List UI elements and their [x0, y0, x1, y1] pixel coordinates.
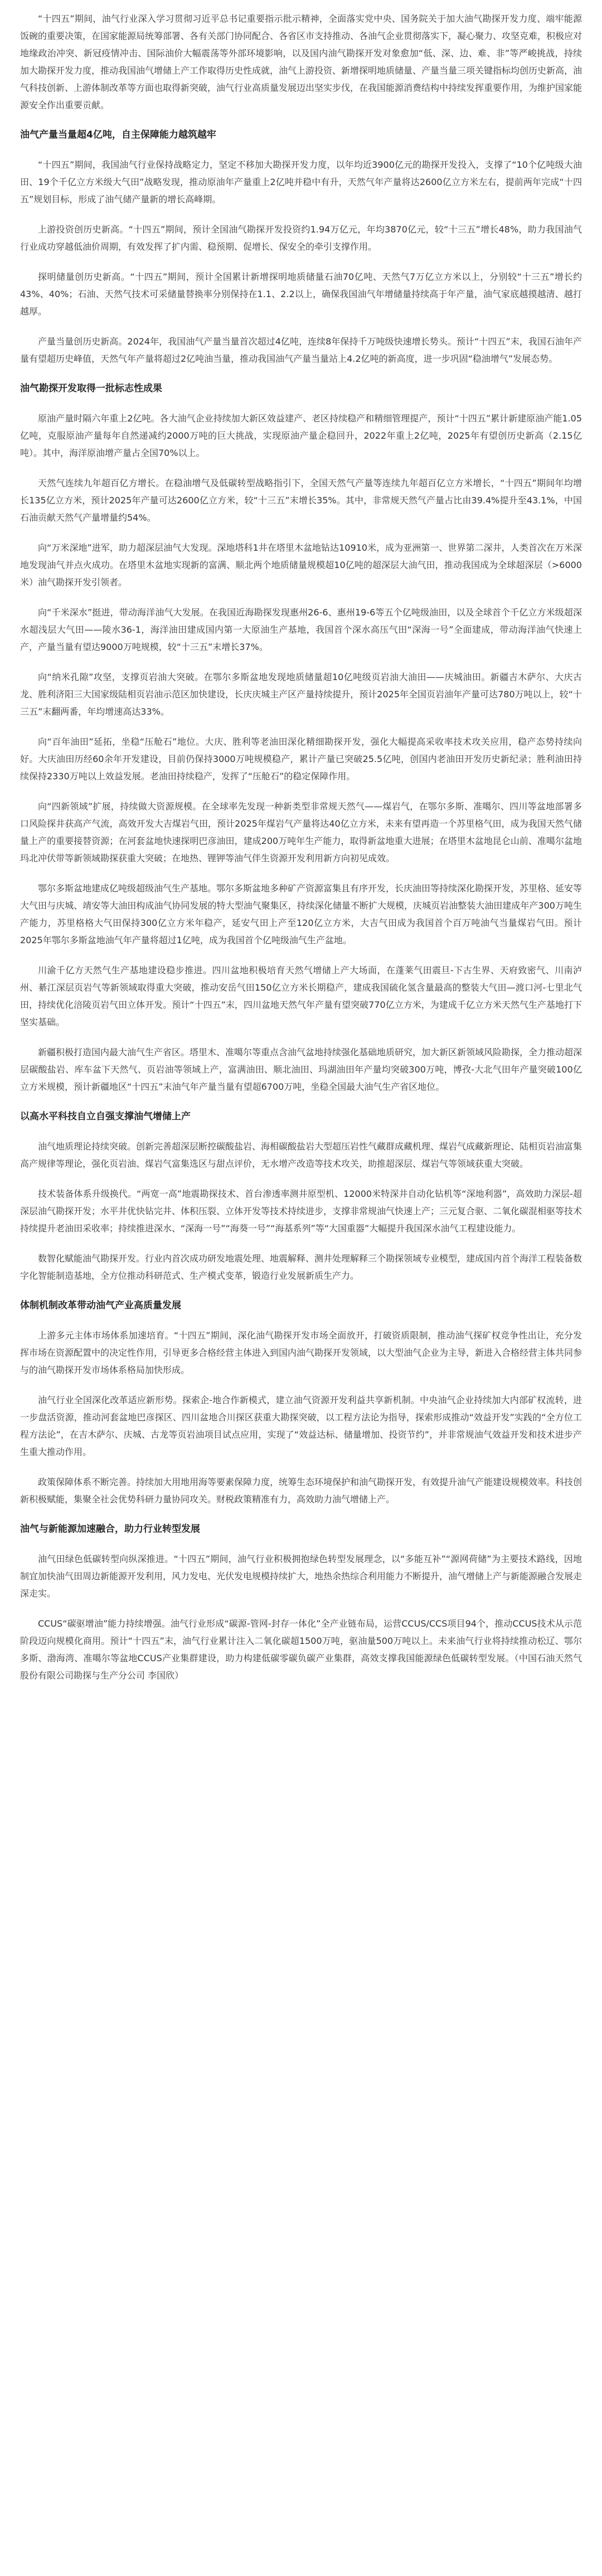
production-paragraph-3: 探明储量创历史新高。“十四五”期间，预计全国累计新增探明地质储量石油70亿吨、天然气7万亿立方米以上，分别较“十三五”增长约43%、40%；石油、天然气技术可采储量替换率分别保持在1.1、2.2以上，确保我国油气年增储量持续高于年产量，油气家底越摸越清、越打越厚。 — [20, 271, 582, 317]
achievements-paragraph-7: 向“四新领域”扩展，持续做大资源规模。在全球率先发现一种新类型非常规天然气——煤岩气，在鄂尔多斯、准噶尔、四川等盆地部署多口风险探井获高产气流，高效开发大吉煤岩气田，预计2025年煤岩气产量将达40亿立方米，未来有望再造一个苏里格气田，成为我国天然气储量上产的重要接替资源；在河套盆地快速探明巴彦油田，建成200万吨年生产能力，取得新盆地重大进展；在塔里木盆地昆仑山前、准噶尔盆地玛北冲伏带等新领域勘探获重大突破；在地热、锂钾等油气伴生资源开发利用新方向初见成效。 — [20, 801, 582, 863]
reform-paragraph-2: 油气行业全国深化改革适应新形势。探索企-地合作新模式，建立油气资源开发利益共享新机制。中央油气企业持续加大内部矿权流转，进一步盘活资源，推动河套盆地巴彦探区、四川盆地合川探区获重大勘探突破，以工程方法论为指导，探索形成推动“效益开发”实践的“全方位工程方法论”，在吉木萨尔、庆城、古龙等页岩油项目试点应用，实现了“效益达标、储量增加、投资节约”，并非常规油气效益开发和技术进步产生重大推动作用。 — [20, 1395, 582, 1457]
achievements-paragraph-4: 向“千米深水”挺进，带动海洋油气大发展。在我国近海勘探发现惠州26-6、惠州19-6等五个亿吨级油田，以及全球首个千亿立方米级超深水超浅层大气田——陵水36-1，海洋油田建成国内第一大原油生产基地，我国首个深水高压气田“深海一号”全面建成，带动海洋油气快速上产，产量当量有望达9000万吨规模，较“十三五”末增长37%。 — [20, 607, 582, 652]
production-paragraph-4: 产量当量创历史新高。2024年，我国油气产量当量首次超过4亿吨，连续8年保持千万吨级快速增长势头。预计“十四五”末，我国石油年产量有望超历史峰值，天然气年产量将超过2亿吨油当量，推动我国油气产量当量站上4.2亿吨的新高度，进一步巩固“稳油增气”发展态势。 — [20, 336, 582, 364]
achievements-paragraph-10: 新疆积极打造国内最大油气生产省区。塔里木、准噶尔等重点含油气盆地持续强化基础地质研究，加大新区新领域风险勘探，全力推动超深层碳酸盐岩、库车盆下天然气、页岩油等领域上产，富满油田、顺北油田、玛湖油田年产量均突破300万吨，博孜-大北气田年产量突破100亿立方米规模，预计新疆地区“十四五”末油气年产量当量有望超6700万吨，坐稳全国最大油气生产省区地位。 — [20, 1047, 582, 1092]
section-heading-production: 油气产量当量超4亿吨，自主保障能力越筑越牢 — [20, 129, 216, 140]
achievements-paragraph-5: 向“纳米孔隙”攻坚，支撑页岩油大突破。在鄂尔多斯盆地发现地质储量超10亿吨级页岩油大油田——庆城油田。新疆吉木萨尔、大庆古龙、胜利济阳三大国家级陆相页岩油示范区加快建设，长庆庆城主产区产量持续提升，预计2025年全国页岩油年产量可达780万吨以上，较“十三五”末翻两番，年均增速高达33%。 — [20, 672, 582, 717]
section-heading-reform: 体制机制改革带动油气产业高质量发展 — [20, 1300, 181, 1311]
section-heading-technology: 以高水平科技自立自强支撑油气增储上产 — [20, 1111, 191, 1122]
achievements-paragraph-6: 向“百年油田”延拓，坐稳“压舱石”地位。大庆、胜利等老油田深化精细勘探开发，强化大幅提高采收率技术攻关应用，稳产态势持续向好。大庆油田历经60余年开发建设，目前仍保持3000万吨规模稳产，累计产量已突破25.5亿吨，创国内老油田开发历史新纪录；胜利油田持续保持2330万吨以上效益发展。老油田持续稳产，发挥了“压舱石”的稳定保障作用。 — [20, 736, 582, 782]
reform-paragraph-3: 政策保障体系不断完善。持续加大用地用海等要素保障力度，统筹生态环境保护和油气勘探开发，有效提升油气产能建设规模效率。科技创新积极赋能，集聚全社会优势科研力量协同攻关。财税政策精准有力，高效助力油气增储上产。 — [20, 1477, 582, 1505]
technology-paragraph-1: 油气地质理论持续突破。创新完善超深层断控碳酸盐岩、海相碳酸盐岩大型超压岩性气藏群成藏机理、煤岩气成藏新理论、陆相页岩油富集高产规律等理论，强化页岩油、煤岩气富集选区与甜点评价，无水增产改造等技术攻关，助推超深层、煤岩气等领域获重大突破。 — [20, 1141, 582, 1169]
achievements-paragraph-3: 向“万米深地”进军，助力超深层油气大发现。深地塔科1井在塔里木盆地钻达10910米，成为亚洲第一、世界第二深井，人类首次在万米深地发现油气并点火成功。在塔里木盆地实现新的富满、顺北两个地质储量规模超10亿吨的超深层大油气田，推动我国成为全球超深层（>6000米）油气勘探开发引领者。 — [20, 542, 582, 588]
technology-paragraph-3: 数智化赋能油气勘探开发。行业内首次成功研发地震处理、地震解释、测井处理解释三个勘探领域专业模型，建成国内首个海洋工程装备数字化智能制造基地，全方位推动科研范式、生产模式变革，锻造行业发展新质生产力。 — [20, 1253, 582, 1281]
achievements-paragraph-8: 鄂尔多斯盆地建成亿吨级超级油气生产基地。鄂尔多斯盆地多种矿产资源富集且有序开发，长庆油田等持续深化勘探开发，苏里格、延安等大气田与庆城、靖安等大油田构成油气协同发展的特大型油气聚集区，持续深化储量不断扩大规模，庆城页岩油整装大油田建成年产300万吨生产能力，苏里格格大气田保持300亿立方米年稳产，延安气田上产至120亿立方米，大吉气田成为我国首个百万吨油气当量煤岩气田。预计2025年鄂尔多斯盆地油气年产量将超过1亿吨，成为我国首个亿吨级油气生产盆地。 — [20, 883, 582, 945]
production-paragraph-2: 上游投资创历史新高。“十四五”期间，预计全国油气勘探开发投资约1.94万亿元，年均3870亿元，较“十三五”增长48%，助力我国油气行业成功穿越低油价周期，有效发挥了扩内需、稳预期、促增长、保安全的牵引支撑作用。 — [20, 224, 582, 252]
transition-paragraph-1: 油气田绿色低碳转型向纵深推进。“十四五”期间，油气行业积极拥抱绿色转型发展理念，以“多能互补”“源网荷储”为主要技术路线，因地制宜加快油气田周边新能源开发利用，风力发电、光伏发电规模持续扩大，地热余热综合利用能力不断提升，油气增储上产与新能源融合发展走深走实。 — [20, 1554, 582, 1599]
technology-paragraph-2: 技术装备体系升级换代。“两宽一高”地震勘探技术、首台渗透率测井原型机、12000米特深井自动化钻机等“深地利器”，高效助力深层-超深层油气勘探开发；水平井优快钻完井、体积压裂、立体开发等技术持续进步，支撑非常规油气快速上产；三元复合驱、二氧化碳混相驱等技术持续提升老油田采收率；持续推进深水、“深海一号”“海葵一号”“海基系列”等“大国重器”大幅提升我国深水油气工程建设能力。 — [20, 1188, 582, 1234]
intro-paragraph: “十四五”期间，油气行业深入学习贯彻习近平总书记重要指示批示精神，全面落实党中央、国务院关于加大油气勘探开发力度、端牢能源饭碗的重要决策，在国家能源局统筹部署、各有关部门协同配合、各省区市支持推动、各油气企业贯彻落实下，凝心聚力、攻坚克难，积极应对地缘政治冲突、新冠疫情冲击、国际油价大幅震荡等外部环境影响，以及国内油气勘探开发对象愈加“低、深、边、难、非”等严峻挑战，持续加大勘探开发力度，推动我国油气增储上产工作取得历史性成就，油气上游投资、新增探明地质储量、产量当量三项关键指标均创历史新高，油气科技创新、上游体制改革等方面也取得新突破，油气行业高质量发展迈出坚实步伐，在我国能源消费结构中持续发挥重要作用，为维护国家能源安全作出重要贡献。 — [20, 13, 582, 110]
reform-paragraph-1: 上游多元主体市场体系加速培育。“十四五”期间，深化油气勘探开发市场全面放开，打破资质限制，推动油气探矿权竞争性出让，充分发挥市场在资源配置中的决定性作用，引导更多合格经营主体进入到国内油气勘探开发领域，以大型油气企业为主导，新进入合格经营主体共同参与的油气勘探开发市场体系格局加快形成。 — [20, 1330, 582, 1375]
achievements-paragraph-9: 川渝千亿方天然气生产基地建设稳步推进。四川盆地积极培育天然气增储上产大场面，在蓬莱气田震旦-下古生界、天府致密气、川南泸州、綦江深层页岩气等新领域取得重大突破，推动安岳气田150亿立方米长期稳产，建成我国硫化氢含量最高的整装大气田—渡口河-七里北气田，持续优化涪陵页岩气田立体开发。预计“十四五”末，四川盆地天然气年产量有望突破770亿立方米，为建成千亿立方米天然气生产基地打下坚实基础。 — [20, 965, 582, 1027]
achievements-paragraph-2: 天然气连续九年超百亿方增长。在稳油增气及低碳转型战略指引下，全国天然气产量等连续九年超百亿立方米增长，“十四五”期间年均增长135亿立方米，预计2025年产量可达2600亿立方米，较“十三五”末增长35%。其中，非常规天然气产量占比由39.4%提升至43.1%，中国石油贡献天然气产量增量约54%。 — [20, 478, 582, 523]
section-heading-transition: 油气与新能源加速融合，助力行业转型发展 — [20, 1524, 200, 1535]
production-paragraph-1: “十四五”期间，我国油气行业保持战略定力，坚定不移加大勘探开发力度，以年均近3900亿元的勘探开发投入，支撑了“10个亿吨级大油田、19个千亿立方米级大气田”战略发现，推动原油年产量重上2亿吨并稳中有升，天然气年产量将达2600亿立方米左右，提前两年完成“十四五”规划目标，形成了油气储产量新的增长高峰期。 — [20, 159, 582, 205]
achievements-paragraph-1: 原油产量时隔六年重上2亿吨。各大油气企业持续加大新区效益建产、老区持续稳产和精细管理提产，预计“十四五”累计新建原油产能1.05亿吨，克服原油产量每年自然递减约2000万吨的巨大挑战，实现原油产量企稳回升，2022年重上2亿吨，2025年有望创历史新高（2.15亿吨）。其中，海洋原油增产量占全国70%以上。 — [20, 413, 582, 458]
section-heading-achievements: 油气勘探开发取得一批标志性成果 — [20, 383, 162, 394]
news-article — [20, 10, 582, 1697]
transition-paragraph-2: CCUS“碳驱增油”能力持续增强。油气行业形成“碳源-管网-封存一体化”全产业链布局，运营CCUS/CCS项目94个，推动CCUS技术从示范阶段迈向规模化商用。预计“十四五”末，油气行业累计注入二氧化碳超1500万吨，驱油量500万吨以上。未来油气行业将持续推动松辽、鄂尔多斯、渤海湾、准噶尔等盆地CCUS产业集群建设，助力构建低碳零碳负碳产业集群，高效支撑我国能源绿色低碳转型发展。（中国石油天然气股份有限公司勘探与生产分公司 李国欣） — [20, 1618, 582, 1681]
